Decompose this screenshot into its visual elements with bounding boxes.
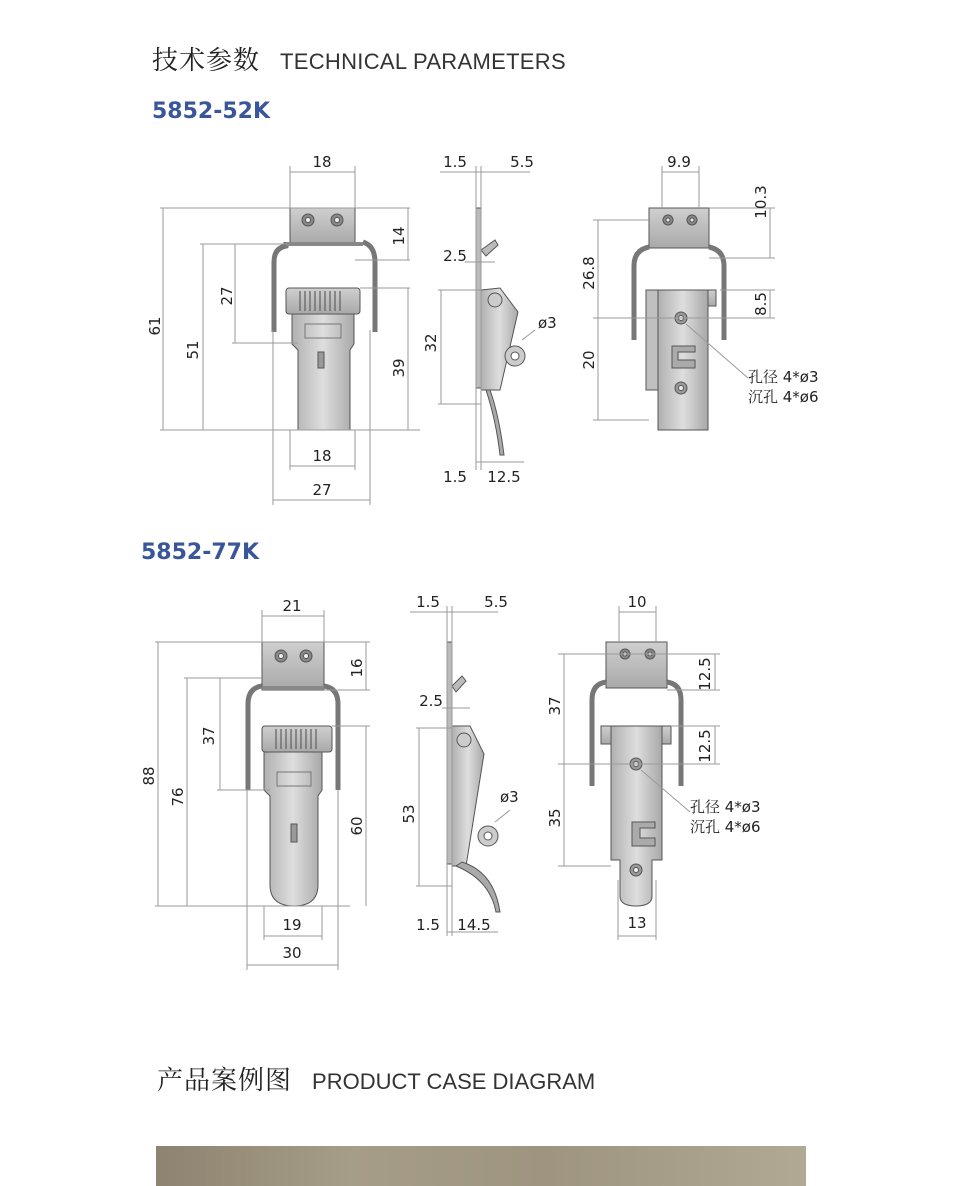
dim-top-width: 18 xyxy=(312,153,332,171)
dim-plate-h-2: 12.5 xyxy=(696,657,714,691)
dim-loop-height: 27 xyxy=(218,286,236,306)
dim-loop-height-2: 37 xyxy=(200,726,218,746)
side-view-2 xyxy=(447,642,500,912)
dim-body-height-2: 60 xyxy=(348,816,366,836)
dim-plate-width: 9.9 xyxy=(667,153,691,171)
case-heading-en: PRODUCT CASE DIAGRAM xyxy=(312,1069,596,1094)
dim-depth: 12.5 xyxy=(487,468,521,486)
dim-thk-b: 5.5 xyxy=(510,153,534,171)
side-view-1 xyxy=(476,208,525,455)
model-label-2: 5852-77K xyxy=(141,540,260,565)
dim-depth-2: 14.5 xyxy=(457,916,491,934)
dim-mid-height: 51 xyxy=(184,340,202,360)
dim-overall-height: 61 xyxy=(146,316,164,336)
dim-thk-a-2: 1.5 xyxy=(416,593,440,611)
dim-gap: 2.5 xyxy=(443,247,467,265)
front-view-2 xyxy=(248,642,338,906)
hole-note: 孔径 4*ø3 xyxy=(748,368,819,386)
front-view-1 xyxy=(274,208,375,430)
csk-note-2: 沉孔 4*ø6 xyxy=(690,818,761,836)
dim-plate-h: 10.3 xyxy=(752,185,770,219)
dim-plate-width-2: 10 xyxy=(627,593,647,611)
back-view-1 xyxy=(634,208,724,430)
dim-top-width-2: 21 xyxy=(282,597,302,615)
dim-body-height: 39 xyxy=(390,358,408,378)
dim-gap-2: 2.5 xyxy=(419,692,443,710)
dim-overall-height-2: 88 xyxy=(140,766,158,786)
dim-lower-2: 35 xyxy=(546,808,564,828)
dim-thk-b-2: 5.5 xyxy=(484,593,508,611)
dim-base-thk: 1.5 xyxy=(443,468,467,486)
dim-lower: 20 xyxy=(580,350,598,370)
dim-tail-width-2: 13 xyxy=(627,914,647,932)
dim-hole-pitch-2: 12.5 xyxy=(696,729,714,763)
case-heading-cn: 产品案例图 xyxy=(157,1065,293,1095)
dim-upper-2: 37 xyxy=(546,696,564,716)
dim-thk-a: 1.5 xyxy=(443,153,467,171)
dim-plate-height-2: 16 xyxy=(348,658,366,678)
dim-bottom-width-2: 30 xyxy=(282,944,302,962)
dim-bottom-width: 27 xyxy=(312,481,332,499)
heading-en: TECHNICAL PARAMETERS xyxy=(280,49,566,74)
dim-tongue-width: 18 xyxy=(312,447,332,465)
dim-plate-height: 14 xyxy=(390,226,408,246)
dim-upper: 26.8 xyxy=(580,256,598,290)
section-heading-case xyxy=(157,1060,595,1097)
dim-mid-height-2: 76 xyxy=(169,787,187,807)
csk-note: 沉孔 4*ø6 xyxy=(748,388,819,406)
dim-body-len: 32 xyxy=(422,333,440,353)
dim-hole: ø3 xyxy=(538,314,557,332)
dim-tongue-width-2: 19 xyxy=(282,916,302,934)
heading-cn: 技术参数 xyxy=(152,45,261,75)
dim-hole-pitch: 8.5 xyxy=(752,292,770,316)
hole-note-2: 孔径 4*ø3 xyxy=(690,798,761,816)
product-case-photo xyxy=(156,1146,806,1186)
dim-body-len-2: 53 xyxy=(400,804,418,824)
dim-hole-2: ø3 xyxy=(500,788,519,806)
model-label-1: 5852-52K xyxy=(152,99,271,124)
dim-base-thk-2: 1.5 xyxy=(416,916,440,934)
